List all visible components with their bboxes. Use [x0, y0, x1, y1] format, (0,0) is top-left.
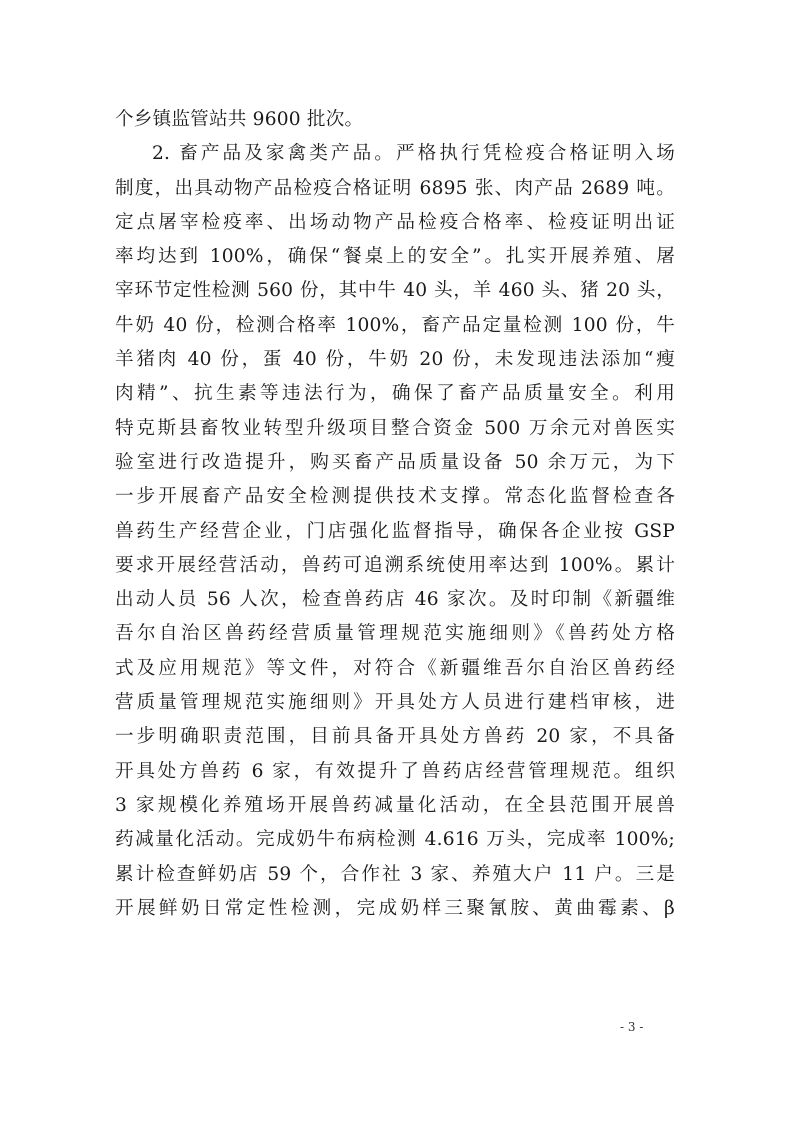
text-line: 羊猪肉 40 份，蛋 40 份，牛奶 20 份，未发现违法添加“瘦 [115, 349, 675, 371]
page-number: - 3 - [620, 1020, 644, 1034]
text-line: 2. 畜产品及家禽类产品。严格执行凭检疫合格证明入场 [152, 143, 675, 165]
text-line: 营质量管理规范实施细则》开具处方人员进行建档审核，进 [115, 692, 675, 714]
body-text [115, 103, 675, 926]
text-line: 要求开展经营活动，兽药可追溯系统使用率达到 100%。累计 [115, 554, 675, 576]
text-line: 肉精”、抗生素等违法行为，确保了畜产品质量安全。利用 [115, 383, 675, 405]
text-line: 累计检查鲜奶店 59 个，合作社 3 家、养殖大户 11 户。三是 [115, 863, 675, 885]
text-line: 开具处方兽药 6 家，有效提升了兽药店经营管理规范。组织 [115, 760, 675, 782]
text-line: 3 家规模化养殖场开展兽药减量化活动，在全县范围开展兽 [115, 794, 675, 816]
text-line: 药减量化活动。完成奶牛布病检测 4.616 万头，完成率 100%; [115, 829, 675, 851]
text-line: 式及应用规范》等文件，对符合《新疆维吾尔自治区兽药经 [115, 657, 675, 679]
text-line: 特克斯县畜牧业转型升级项目整合资金 500 万余元对兽医实 [115, 417, 675, 439]
text-line: 开展鲜奶日常定性检测，完成奶样三聚氰胺、黄曲霉素、β [115, 897, 675, 919]
text-line: 定点屠宰检疫率、出场动物产品检疫合格率、检疫证明出证 [115, 211, 675, 233]
text-line: 牛奶 40 份，检测合格率 100%，畜产品定量检测 100 份，牛 [115, 314, 675, 336]
text-line: 吾尔自治区兽药经营质量管理规范实施细则》《兽药处方格 [115, 623, 675, 645]
text-line: 宰环节定性检测 560 份，其中牛 40 头，羊 460 头、猪 20 头， [115, 280, 675, 302]
text-line: 个乡镇监管站共 9600 批次。 [115, 109, 364, 130]
text-line: 制度，出具动物产品检疫合格证明 6895 张、肉产品 2689 吨。 [115, 177, 675, 199]
text-line: 验室进行改造提升，购买畜产品质量设备 50 余万元，为下 [115, 451, 675, 473]
text-line: 一步开展畜产品安全检测提供技术支撑。常态化监督检查各 [115, 486, 675, 508]
text-line: 兽药生产经营企业，门店强化监督指导，确保各企业按 GSP [115, 520, 675, 542]
text-line: 出动人员 56 人次，检查兽药店 46 家次。及时印制《新疆维 [115, 589, 675, 611]
text-line: 一步明确职责范围，目前具备开具处方兽药 20 家，不具备 [115, 726, 675, 748]
text-line: 率均达到 100%，确保“餐桌上的安全”。扎实开展养殖、屠 [115, 246, 675, 268]
